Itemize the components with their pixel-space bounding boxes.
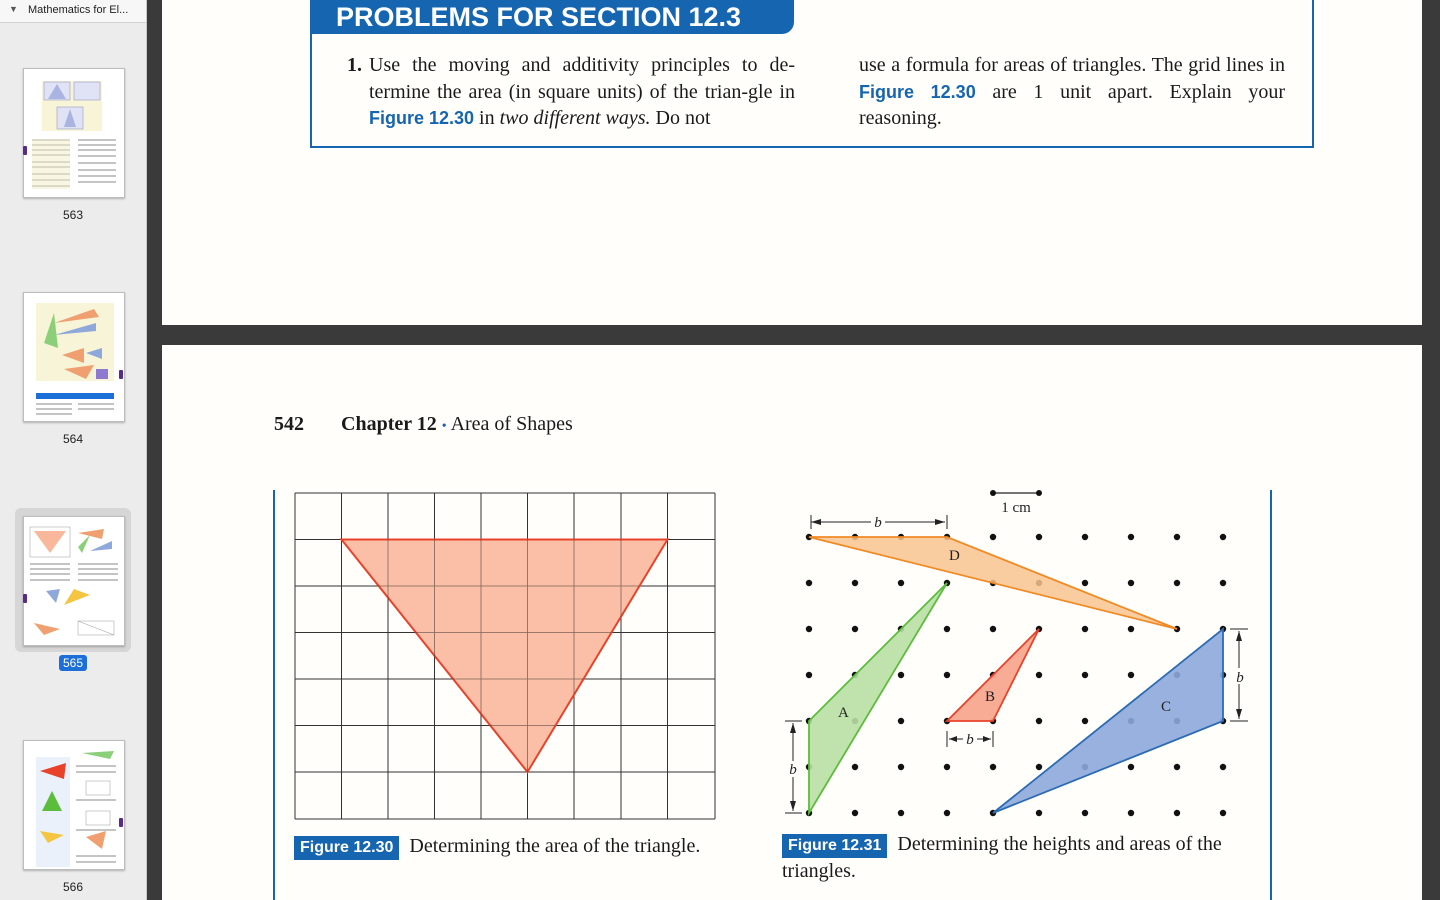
running-head (274, 413, 573, 436)
grid-dot (1036, 810, 1042, 816)
chapter-title: Area of Shapes (450, 413, 573, 435)
thumbnail-sidebar (0, 0, 147, 900)
page-number-label-selected (0, 656, 146, 670)
grid-dot (1128, 764, 1134, 770)
document-title: Mathematics for El... (28, 4, 129, 16)
triangle-b (947, 629, 1039, 721)
grid-dot (990, 534, 996, 540)
shaded-triangle (342, 540, 668, 773)
caption-text: Determining the heights and areas of the triangles. (782, 833, 1222, 882)
bookmark-marker (23, 594, 27, 603)
page-number: 542 (274, 413, 304, 435)
selected-page-number: 565 (59, 655, 87, 671)
page-thumbnail-566[interactable] (23, 740, 125, 870)
figure-12-30-caption (294, 833, 714, 860)
right-margin-rule (1270, 490, 1272, 900)
grid-dot (898, 810, 904, 816)
figure-link[interactable]: Figure 12.30 (859, 81, 976, 102)
grid-dot (1174, 534, 1180, 540)
problem-1-col-1: 1. Use the moving and additivity principles to de-termine the area (in square units) of the trian-gle in Figure 12.30 in two different ways. Do not (347, 54, 795, 129)
grid-dot (1036, 534, 1042, 540)
grid-dot (806, 626, 812, 632)
disclosure-triangle-icon[interactable]: ▼ (9, 4, 18, 14)
figure-label: Figure 12.31 (782, 834, 887, 858)
problem-number: 1. (347, 54, 362, 76)
triangle-label-b: B (985, 689, 996, 705)
grid-dot (1220, 534, 1226, 540)
grid-dot (944, 626, 950, 632)
grid-dot (1036, 718, 1042, 724)
grid-dot (852, 626, 858, 632)
grid-dot (1220, 580, 1226, 586)
grid-dot (1128, 534, 1134, 540)
page-565 (162, 345, 1422, 900)
base-label: b (874, 515, 882, 531)
grid-dot (1036, 672, 1042, 678)
chapter-number: Chapter 12 (341, 413, 437, 435)
thumbnail-preview (24, 69, 124, 197)
grid-dot (1036, 764, 1042, 770)
height-label-c: b (1236, 670, 1244, 686)
problem-text: in (479, 107, 495, 129)
grid-dot (852, 580, 858, 586)
caption-text: Determining the area of the triangle. (409, 835, 701, 857)
triangle-c (993, 629, 1223, 813)
figure-label: Figure 12.30 (294, 836, 399, 860)
document-view[interactable] (147, 0, 1440, 900)
grid-dot (1128, 580, 1134, 586)
page-thumbnail-565[interactable] (23, 516, 125, 646)
base-label-b: b (966, 732, 974, 748)
grid-dot (1082, 718, 1088, 724)
bookmark-marker (119, 370, 123, 379)
problem-1-col-2: use a formula for areas of triangles. The grid lines in Figure 12.30 are 1 unit apart. Explain your reasoning. (859, 54, 1285, 129)
grid-dot (898, 580, 904, 586)
triangle-label-d: D (949, 548, 960, 564)
grid-dot (1082, 534, 1088, 540)
section-title: PROBLEMS FOR SECTION 12.3 (312, 0, 794, 34)
grid-dot (1128, 810, 1134, 816)
left-margin-rule (273, 490, 275, 900)
grid-dot (1082, 626, 1088, 632)
grid-dot (1174, 580, 1180, 586)
grid-dot (1174, 810, 1180, 816)
grid-dot (944, 672, 950, 678)
grid-dot (898, 672, 904, 678)
scale-label: 1 cm (1001, 500, 1031, 516)
figure-12-31-caption (782, 831, 1242, 884)
triangle-a (809, 583, 947, 813)
grid-dot (1174, 764, 1180, 770)
grid-dot (806, 672, 812, 678)
bookmark-marker (119, 818, 123, 827)
triangle-d (809, 537, 1177, 629)
triangle-label-a: A (838, 705, 849, 721)
thumbnail-preview (24, 517, 124, 645)
page-563-fragment (162, 0, 1422, 325)
grid-dot (944, 810, 950, 816)
grid-dot (1082, 672, 1088, 678)
page-number-label: 564 (62, 432, 84, 446)
bookmark-marker (23, 146, 27, 155)
grid-dot (990, 764, 996, 770)
figure-link[interactable]: Figure 12.30 (369, 108, 475, 128)
problem-text-italic: two different ways. (499, 107, 651, 129)
thumbnail-preview (24, 293, 124, 421)
grid-dot (1082, 580, 1088, 586)
grid-dot (1082, 810, 1088, 816)
grid-dot (1128, 626, 1134, 632)
sidebar-header[interactable] (0, 0, 146, 23)
grid-dot (1220, 810, 1226, 816)
grid-dot (990, 626, 996, 632)
page-number-label: 563 (62, 208, 84, 222)
figure-12-30-grid (294, 492, 718, 823)
grid-dot (1220, 764, 1226, 770)
grid-dot (944, 764, 950, 770)
thumbnail-preview (24, 741, 124, 869)
grid-dot (852, 810, 858, 816)
height-label: b (789, 762, 797, 778)
page-number-label: 566 (62, 880, 84, 894)
grid-dot (898, 718, 904, 724)
grid-dot (806, 580, 812, 586)
triangle-label-c: C (1161, 699, 1172, 715)
problem-text: are 1 unit apart. Explain your reasoning. (859, 80, 1285, 129)
grid-dot (852, 764, 858, 770)
figure-12-31-dot-grid (782, 485, 1262, 825)
grid-dot (1128, 672, 1134, 678)
grid-dot (898, 764, 904, 770)
page-thumbnail-564[interactable] (23, 292, 125, 422)
chapter-bullet: • (441, 419, 447, 434)
page-thumbnail-563[interactable] (23, 68, 125, 198)
